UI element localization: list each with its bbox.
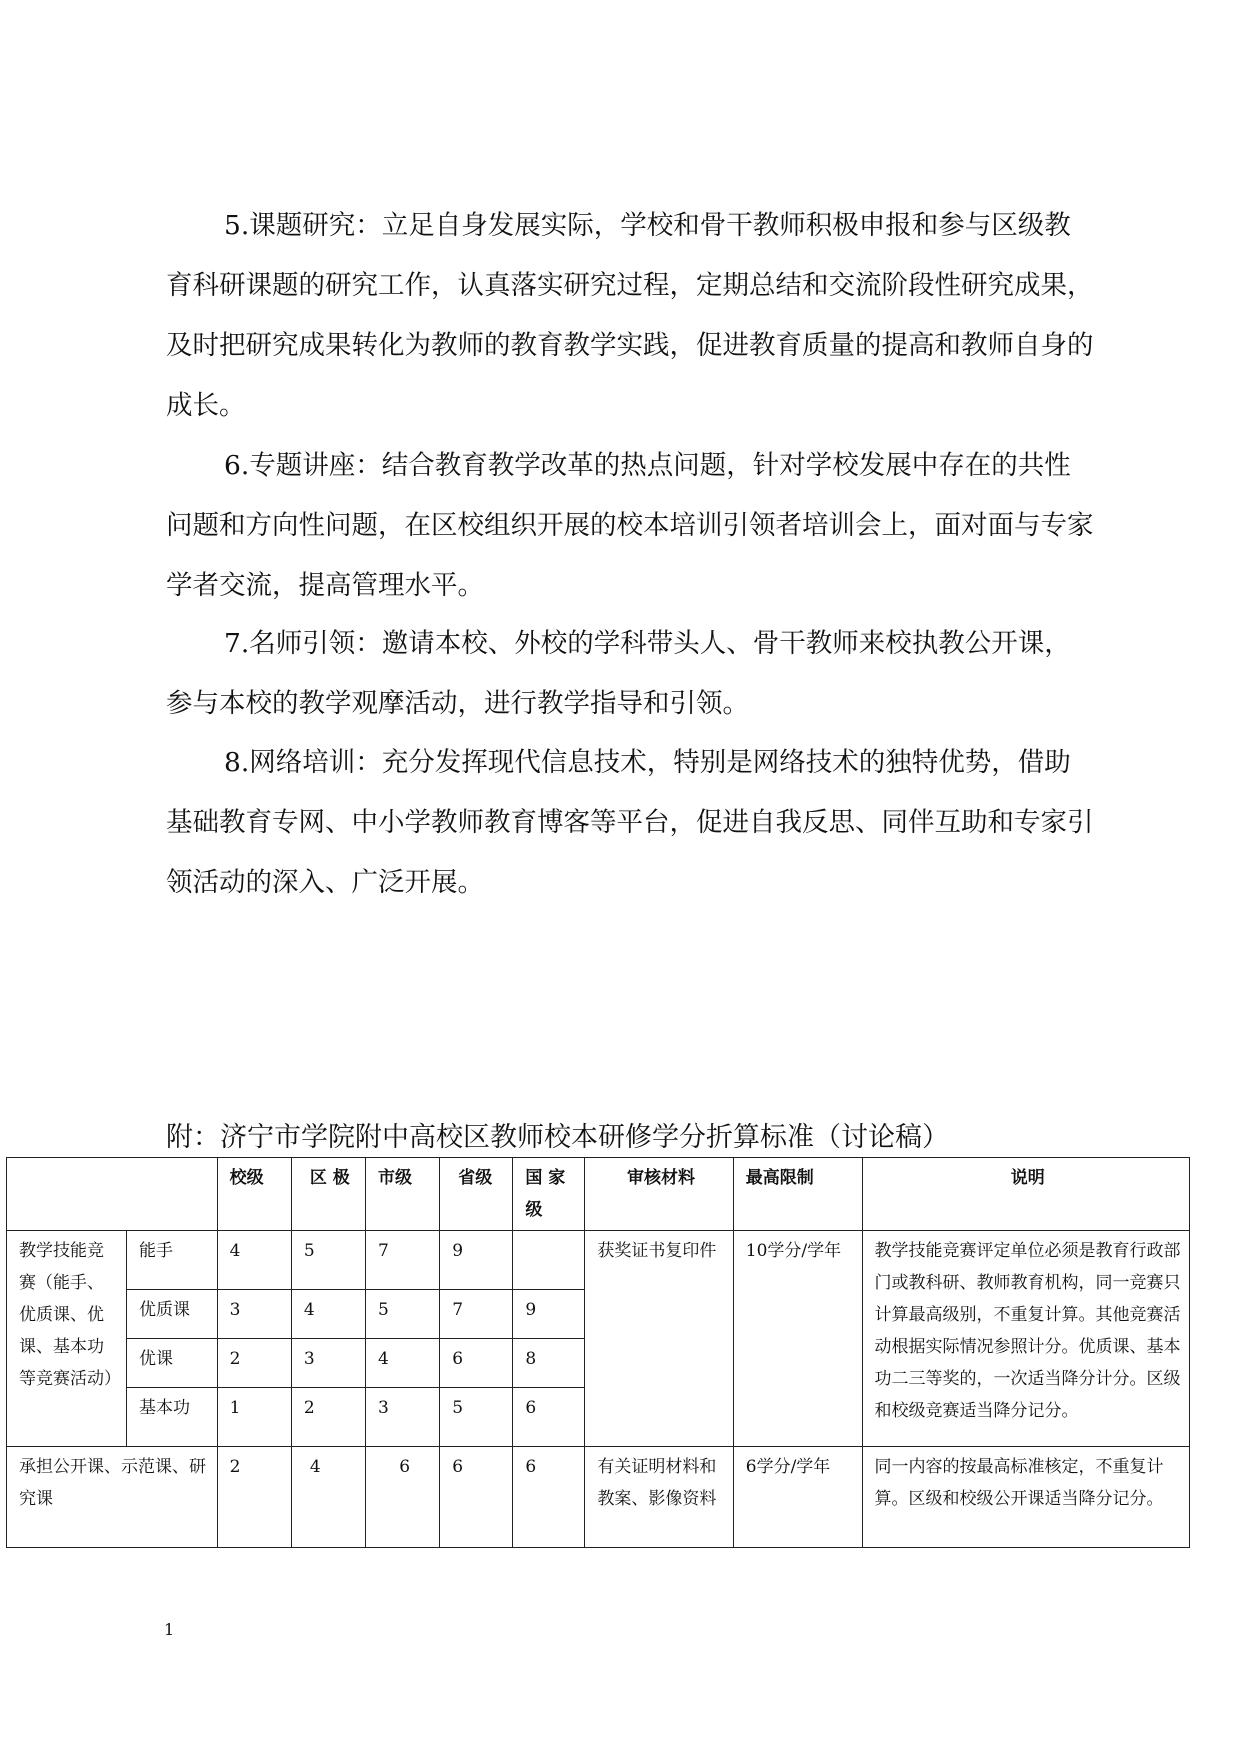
header-school-level: 校级 bbox=[217, 1158, 291, 1231]
header-notes: 说明 bbox=[862, 1158, 1189, 1231]
value-cell: 6 bbox=[440, 1339, 513, 1388]
header-max-limit: 最高限制 bbox=[733, 1158, 862, 1231]
table-caption: 附：济宁市学院附中高校区教师校本研修学分折算标准（讨论稿） bbox=[166, 1122, 949, 1153]
item-label: 优质课 bbox=[127, 1290, 218, 1339]
category-public-lesson: 承担公开课、示范课、研究课 bbox=[7, 1447, 218, 1548]
header-review-materials: 审核材料 bbox=[585, 1158, 733, 1231]
value-cell: 3 bbox=[366, 1388, 440, 1447]
value-cell: 7 bbox=[366, 1231, 440, 1290]
materials-cell: 获奖证书复印件 bbox=[585, 1231, 733, 1447]
item-label: 能手 bbox=[127, 1231, 218, 1290]
paragraph-topic-research: 5.课题研究：立足自身发展实际，学校和骨干教师积极申报和参与区级教育科研课题的研究工作，认真落实研究过程，定期总结和交流阶段性研究成果，及时把研究成果转化为教师的教育教学实践，促进教育质量的提高和教师自身的成长。 bbox=[166, 210, 1094, 421]
limit-cell: 10学分/学年 bbox=[733, 1231, 862, 1447]
materials-cell: 有关证明材料和教案、影像资料 bbox=[585, 1447, 733, 1548]
note-cell: 同一内容的按最高标准核定，不重复计算。区级和校级公开课适当降分记分。 bbox=[862, 1447, 1189, 1548]
page-number: 1 bbox=[164, 1620, 175, 1639]
value-cell: 4 bbox=[366, 1339, 440, 1388]
limit-cell: 6学分/学年 bbox=[733, 1447, 862, 1548]
value-cell: 5 bbox=[291, 1231, 365, 1290]
value-cell: 8 bbox=[513, 1339, 585, 1388]
table-header-row bbox=[7, 1158, 1190, 1231]
item-label: 基本功 bbox=[127, 1388, 218, 1447]
note-cell: 教学技能竞赛评定单位必须是教育行政部门或教科研、教师教育机构，同一竞赛只计算最高级别，不重复计算。其他竞赛活动根据实际情况参照计分。优质课、基本功二三等奖的，一次适当降分计分。区级和校级竞赛适当降分记分。 bbox=[862, 1231, 1189, 1447]
item-label: 优课 bbox=[127, 1339, 218, 1388]
value-cell: 4 bbox=[217, 1231, 291, 1290]
header-city-level: 市级 bbox=[366, 1158, 440, 1231]
value-cell: 9 bbox=[513, 1290, 585, 1339]
value-cell: 6 bbox=[513, 1447, 585, 1548]
value-cell: 6 bbox=[366, 1447, 440, 1548]
table-row bbox=[7, 1447, 1190, 1548]
header-province-level: 省级 bbox=[440, 1158, 513, 1231]
table-row bbox=[7, 1231, 1190, 1290]
header-district-level: 区 极 bbox=[291, 1158, 365, 1231]
paragraph-online-training: 8.网络培训：充分发挥现代信息技术，特别是网络技术的独特优势，借助基础教育专网、中小学教师教育博客等平台，促进自我反思、同伴互助和专家引领活动的深入、广泛开展。 bbox=[166, 747, 1094, 898]
value-cell: 9 bbox=[440, 1231, 513, 1290]
value-cell: 1 bbox=[217, 1388, 291, 1447]
value-cell: 6 bbox=[440, 1447, 513, 1548]
value-cell: 6 bbox=[513, 1388, 585, 1447]
credit-standard-table bbox=[6, 1157, 1190, 1548]
header-national-level: 国 家 级 bbox=[513, 1158, 585, 1231]
value-cell: 4 bbox=[291, 1290, 365, 1339]
value-cell: 2 bbox=[291, 1388, 365, 1447]
value-cell: 2 bbox=[217, 1447, 291, 1548]
value-cell: 4 bbox=[291, 1447, 365, 1548]
paragraph-special-lecture: 6.专题讲座：结合教育教学改革的热点问题，针对学校发展中存在的共性问题和方向性问题，在区校组织开展的校本培训引领者培训会上，面对面与专家学者交流，提高管理水平。 bbox=[166, 450, 1094, 601]
value-cell: 5 bbox=[366, 1290, 440, 1339]
value-cell: 7 bbox=[440, 1290, 513, 1339]
value-cell bbox=[513, 1231, 585, 1290]
value-cell: 3 bbox=[291, 1339, 365, 1388]
value-cell: 5 bbox=[440, 1388, 513, 1447]
value-cell: 3 bbox=[217, 1290, 291, 1339]
category-teaching-skills: 教学技能竞赛（能手、优质课、优课、基本功等竞赛活动） bbox=[7, 1231, 127, 1447]
header-cell-empty bbox=[7, 1158, 218, 1231]
paragraph-master-teacher: 7.名师引领：邀请本校、外校的学科带头人、骨干教师来校执教公开课，参与本校的教学观摩活动，进行教学指导和引领。 bbox=[166, 628, 1071, 719]
value-cell: 2 bbox=[217, 1339, 291, 1388]
